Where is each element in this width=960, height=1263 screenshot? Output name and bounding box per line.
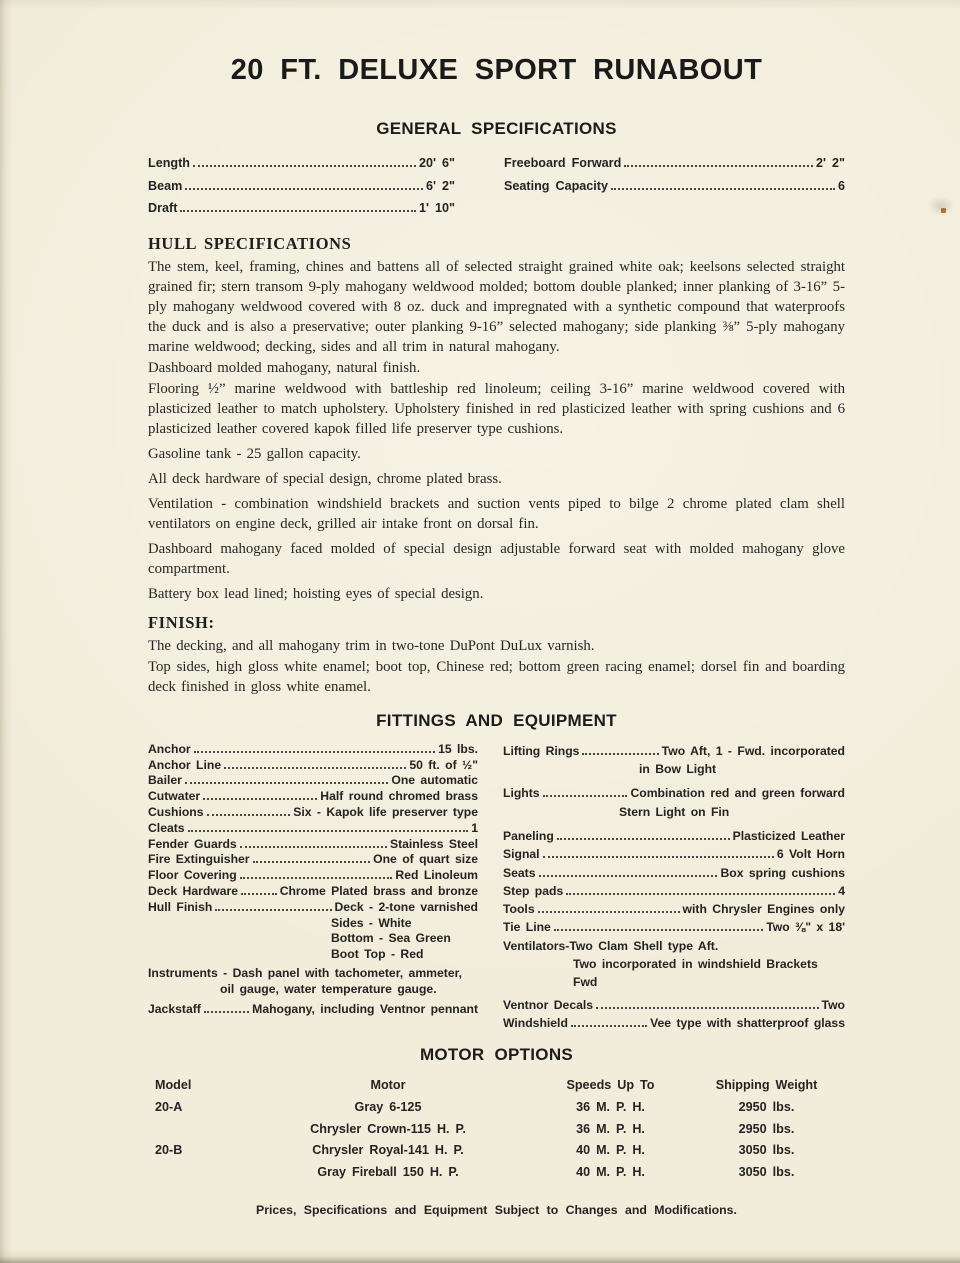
fitting-label: Step pads: [503, 883, 564, 898]
finish-section: [148, 636, 845, 697]
dot-leader: [224, 767, 406, 769]
fitting-value: Mahogany, including Ventnor pennant: [252, 1001, 478, 1016]
fitting-value: Chrome Plated brass and bronze: [279, 883, 478, 898]
fitting-subline: Bottom - Sea Green: [331, 931, 451, 946]
spec-value: 20' 6": [419, 156, 455, 170]
motor-column-header: Speeds Up To: [566, 1078, 655, 1093]
fitting-label: Hull Finish: [148, 899, 213, 914]
dot-leader: [253, 861, 371, 863]
dot-leader: [554, 929, 763, 931]
dot-leader: [624, 165, 813, 167]
dot-leader: [241, 893, 277, 895]
fitting-label: Floor Covering: [148, 868, 237, 883]
fitting-subline: Boot Top - Red: [331, 947, 424, 962]
fitting-text-row: Instruments - Dash panel with tachometer, ammeter, oil gauge, water temperature gauge.: [148, 965, 463, 996]
fitting-row: [503, 996, 845, 1014]
fitting-label: Anchor: [148, 741, 191, 756]
fitting-label: Jackstaff: [148, 1001, 201, 1016]
fitting-row: [148, 742, 478, 758]
hull-specifications-heading: HULL SPECIFICATIONS: [148, 233, 352, 253]
fitting-subline: Stern Light on Fin: [619, 804, 730, 819]
body-paragraph: Ventilation - combination windshield brackets and suction vents piped to bilge 2 chrome plated clam shell ventilators on engine deck, grilled air intake front on dorsal fin.: [148, 495, 845, 532]
dot-leader: [193, 165, 416, 167]
dot-leader: [180, 210, 416, 212]
spec-label: Beam: [148, 178, 183, 193]
general-specifications-heading: GENERAL SPECIFICATIONS: [376, 119, 617, 138]
spec-value: 6' 2": [426, 178, 455, 193]
fitting-label: Cleats: [148, 820, 185, 835]
fitting-row: [503, 900, 845, 918]
dot-leader: [185, 188, 423, 190]
motor-model-cell: [148, 1162, 243, 1184]
dot-leader: [571, 1025, 647, 1027]
fitting-value: Half round chromed brass: [320, 789, 478, 804]
dot-leader: [215, 909, 331, 911]
finish-heading: FINISH:: [148, 612, 215, 632]
fitting-row: [148, 758, 478, 774]
body-paragraph: Battery box lead lined; hoisting eyes of special design.: [148, 585, 484, 602]
spec-row: [148, 197, 455, 220]
spec-row: [148, 175, 455, 198]
fitting-label: Fire Extinguisher: [148, 852, 250, 867]
dot-leader: [557, 838, 730, 840]
disclaimer-note: Prices, Specifications and Equipment Subject to Changes and Modifications.: [256, 1203, 737, 1218]
fitting-label: Tie Line: [503, 920, 551, 935]
fitting-row: [503, 845, 845, 863]
spec-label: Seating Capacity: [504, 178, 608, 193]
spec-row: [504, 152, 845, 175]
fitting-subline: Two incorporated in windshield Brackets Fwd: [573, 957, 818, 990]
spec-row: [504, 175, 845, 198]
fitting-label: Tools: [503, 902, 535, 917]
motor-speed-cell: 36 M. P. H.: [576, 1121, 645, 1136]
fitting-row: [148, 773, 478, 789]
fitting-row: [503, 882, 845, 900]
dot-leader: [188, 830, 469, 832]
fitting-value: 1: [471, 820, 478, 835]
fitting-subline: in Bow Light: [639, 762, 717, 777]
motor-name-cell: Chrysler Crown-115 H. P.: [310, 1121, 466, 1136]
fitting-label: Paneling: [503, 828, 554, 843]
fitting-row: [148, 805, 478, 821]
dot-leader: [204, 1011, 249, 1013]
fitting-label: Cushions: [148, 804, 204, 819]
spec-label: Draft: [148, 201, 178, 216]
motor-model-cell: 20-B: [155, 1143, 183, 1158]
paper-speck: [941, 208, 946, 213]
fitting-label: Bailer: [148, 773, 182, 788]
body-paragraph: The stem, keel, framing, chines and battens all of selected straight grained white oak; keelsons selected straight grained fir; stern transom 9-ply mahogany weldwood molded; bottom double planked; inner planking of 3-16” 5-ply mahogany weldwood covered with 8 oz. duck and impregnated with a synthetic compound that waterproofs the duck and is also a preservative; outer planking 9-16” selected mahogany; side planking ⅜” 5-ply mahogany marine weldwood; decking, sides and all trim in natural mahogany.: [148, 258, 845, 355]
motor-speed-cell: 36 M. P. H.: [576, 1100, 645, 1115]
fitting-row: [148, 821, 478, 837]
fitting-value: Red Linoleum: [395, 868, 478, 883]
paper-smudge: [928, 196, 954, 216]
fitting-label: Seats: [503, 865, 536, 880]
fitting-row: [503, 827, 845, 845]
fitting-row: [148, 884, 478, 900]
body-paragraph: Top sides, high gloss white enamel; boot top, Chinese red; bottom green racing enamel; dorsel fin and boarding deck finished in gloss white enamel.: [148, 658, 845, 695]
fitting-text-row: Ventilators-Two Clam Shell type Aft.: [503, 938, 719, 953]
dot-leader: [596, 1007, 818, 1009]
fitting-value: One of quart size: [373, 852, 478, 867]
body-paragraph: Dashboard mahogany faced molded of special design adjustable forward seat with molded mahogany glove compartment.: [148, 540, 845, 577]
page-content: [148, 0, 845, 1217]
motor-name-cell: Chrysler Royal-141 H. P.: [312, 1143, 464, 1158]
fitting-row: [503, 784, 845, 802]
dot-leader: [543, 795, 628, 797]
dot-leader: [539, 875, 718, 877]
spec-label: Length: [148, 156, 190, 170]
body-paragraph: All deck hardware of special design, chrome plated brass.: [148, 470, 502, 487]
dot-leader: [566, 893, 835, 895]
motor-weight-cell: 2950 lbs.: [738, 1121, 795, 1136]
fitting-value: Plasticized Leather: [732, 828, 845, 843]
dot-leader: [543, 856, 774, 858]
fitting-label: Cutwater: [148, 789, 201, 804]
dot-leader: [582, 753, 658, 755]
fitting-row: [503, 864, 845, 882]
motor-weight-cell: 3050 lbs.: [738, 1164, 795, 1179]
dot-leader: [203, 798, 317, 800]
motor-weight-cell: 2950 lbs.: [738, 1100, 795, 1115]
general-specs-right-column: [504, 152, 845, 220]
fitting-value: One automatic: [391, 773, 478, 788]
fittings-right-column: [503, 742, 845, 1032]
fitting-value: 4: [838, 883, 845, 898]
motor-name-cell: Gray 6-125: [354, 1100, 422, 1115]
body-paragraph: Gasoline tank - 25 gallon capacity.: [148, 445, 361, 462]
fitting-value: Combination red and green forward: [630, 786, 845, 801]
fitting-label: Lights: [503, 786, 540, 801]
motor-column-header: Shipping Weight: [715, 1078, 818, 1093]
fitting-value: Six - Kapok life preserver type: [293, 804, 478, 819]
dot-leader: [240, 877, 393, 879]
dot-leader: [194, 751, 435, 753]
fitting-label: Signal: [503, 847, 540, 862]
fitting-label: Deck Hardware: [148, 883, 239, 898]
fitting-row: [503, 742, 845, 760]
motor-speed-cell: 40 M. P. H.: [576, 1164, 645, 1179]
fitting-label: Lifting Rings: [503, 743, 580, 758]
motor-options-heading: MOTOR OPTIONS: [419, 1045, 574, 1065]
body-paragraph: Dashboard molded mahogany, natural finish.: [148, 359, 421, 376]
fitting-row: [148, 900, 478, 916]
general-specs-left-column: [148, 152, 455, 220]
fitting-row: [148, 868, 478, 884]
dot-leader: [611, 188, 835, 190]
page-title: 20 FT. DELUXE SPORT RUNABOUT: [230, 54, 763, 86]
fitting-label: Windshield: [503, 1015, 568, 1030]
spec-label: Freeboard Forward: [504, 156, 622, 170]
fitting-value: Vee type with shatterproof glass: [650, 1015, 845, 1030]
dot-leader: [240, 846, 387, 848]
fitting-row: [503, 1014, 845, 1032]
body-paragraph: Flooring ½” marine weldwood with battleship red linoleum; ceiling 3-16” marine weldwood covered with plasticized leather to match upholstery. Upholstery finished in red plasticized leather with spring cushions and 6 plasticized leather covered kapok filled life preserver type cushions.: [148, 380, 845, 437]
fitting-row: [503, 918, 845, 936]
motor-name-cell: Gray Fireball 150 H. P.: [317, 1164, 459, 1179]
motor-weight-cell: 3050 lbs.: [738, 1143, 795, 1158]
motor-column-header: Motor: [370, 1078, 406, 1093]
page-bottom-shadow: [0, 1256, 960, 1263]
fitting-row: [148, 789, 478, 805]
spec-value: 6: [837, 178, 845, 193]
fitting-value: 15 lbs.: [438, 741, 478, 756]
motor-column-header: Model: [155, 1078, 192, 1093]
fitting-value: with Chrysler Engines only: [682, 902, 845, 917]
general-specifications: [148, 152, 845, 220]
spec-value: 2' 2": [816, 156, 845, 170]
dot-leader: [207, 814, 291, 816]
motor-model-cell: 20-A: [155, 1100, 183, 1115]
fitting-value: 50 ft. of ½": [409, 757, 478, 772]
fitting-subline: Sides - White: [331, 915, 412, 930]
fittings-section: [148, 742, 845, 1032]
fitting-value: Two ⅜" x 18': [766, 920, 845, 935]
fittings-left-column: [148, 742, 478, 1032]
motor-model-cell: [148, 1119, 243, 1141]
dot-leader: [538, 911, 680, 913]
fitting-label: Ventnor Decals: [503, 997, 594, 1012]
fitting-value: Stainless Steel: [389, 836, 478, 851]
fitting-value: Two: [821, 997, 845, 1012]
hull-specifications: [148, 257, 845, 604]
fitting-value: Two Aft, 1 - Fwd. incorporated: [661, 743, 845, 758]
spec-value: 1' 10": [419, 201, 455, 216]
fitting-value: 6 Volt Horn: [776, 847, 845, 862]
body-paragraph: The decking, and all mahogany trim in two-tone DuPont DuLux varnish.: [148, 637, 595, 654]
fittings-heading: FITTINGS AND EQUIPMENT: [376, 710, 617, 730]
fitting-label: Anchor Line: [148, 757, 222, 772]
fitting-value: Deck - 2-tone varnished: [334, 899, 478, 914]
fitting-row: [148, 1002, 478, 1018]
fitting-value: Box spring cushions: [720, 865, 845, 880]
fitting-row: [148, 837, 478, 853]
dot-leader: [185, 782, 388, 784]
fitting-row: [148, 852, 478, 868]
fitting-label: Fender Guards: [148, 836, 237, 851]
spec-row: [148, 152, 455, 175]
motor-speed-cell: 40 M. P. H.: [576, 1143, 645, 1158]
motor-options-table: [148, 1073, 845, 1183]
